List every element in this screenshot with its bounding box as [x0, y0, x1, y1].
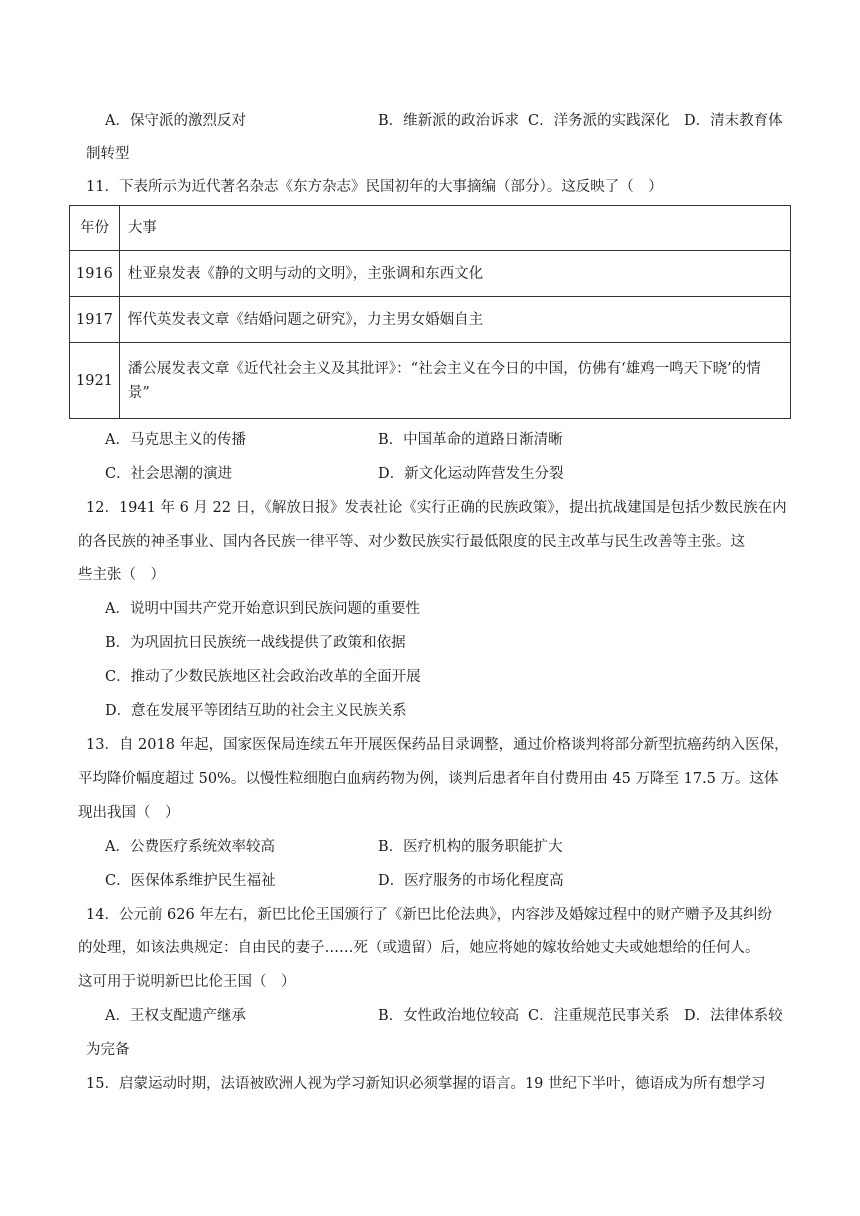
- q12-stem-line: 的各民族的神圣事业、国内各民族一律平等、对少数民族实行最低限度的民主改革与民生改善等主张。这: [78, 534, 745, 550]
- q11-option-a[interactable]: A．马克思主义的传播: [105, 432, 246, 448]
- q13-option-a[interactable]: A．公费医疗系统效率较高: [105, 839, 275, 855]
- q13-stem-line: 平均降价幅度超过 50%。以慢性粒细胞白血病药物为例，谈判后患者年自付费用由 45 万降至 17.5 万。这体: [78, 771, 779, 787]
- table-row: [70, 343, 791, 419]
- q14-option-c[interactable]: C．注重规范民事关系: [528, 1008, 670, 1024]
- q14-option-a[interactable]: A．王权支配遗产继承: [105, 1008, 246, 1024]
- table-cell-year: 1917: [70, 297, 120, 343]
- q14-stem-line: 14．公元前 626 年左右，新巴比伦王国颁行了《新巴比伦法典》，内容涉及婚嫁过程中的财产赠予及其纠纷: [86, 907, 773, 923]
- q13-stem-line: 13．自 2018 年起，国家医保局连续五年开展医保药品目录调整，通过价格谈判将部分新型抗癌药纳入医保，: [86, 737, 789, 753]
- table-header-event: 大事: [119, 206, 790, 251]
- q12-stem-line: 12．1941 年 6 月 22 日，《解放日报》发表社论《实行正确的民族政策》，提出抗战建国是包括少数民族在内: [86, 500, 787, 516]
- q12-option-b[interactable]: B．为巩固抗日民族统一战线提供了政策和依据: [105, 635, 406, 651]
- table-row: [70, 251, 791, 297]
- q10-option-c[interactable]: C．洋务派的实践深化: [528, 113, 670, 129]
- q11-option-c[interactable]: C．社会思潮的演进: [105, 466, 233, 482]
- q13-option-b[interactable]: B．医疗机构的服务职能扩大: [378, 839, 563, 855]
- q13-option-c[interactable]: C．医保体系维护民生福祉: [105, 873, 276, 889]
- q11-stem: 11．下表所示为近代著名杂志《东方杂志》民国初年的大事摘编（部分）。这反映了（ ）: [86, 179, 663, 195]
- q14-option-d-wrap: 为完备: [86, 1042, 130, 1058]
- table-header-row: [70, 206, 791, 251]
- q14-option-d[interactable]: D．法律体系较: [684, 1008, 783, 1024]
- q11-events-table: [69, 205, 791, 419]
- q15-stem-line: 15．启蒙运动时期，法语被欧洲人视为学习新知识必须掌握的语言。19 世纪下半叶，德语成为所有想学习: [86, 1076, 766, 1092]
- q12-option-d[interactable]: D．意在发展平等团结互助的社会主义民族关系: [105, 703, 407, 719]
- table-header-year: 年份: [70, 206, 120, 251]
- q11-option-b[interactable]: B．中国革命的道路日渐清晰: [378, 432, 563, 448]
- q10-option-b[interactable]: B．维新派的政治诉求: [378, 113, 520, 129]
- q12-stem-line: 些主张（ ）: [78, 567, 165, 583]
- q10-option-d[interactable]: D．清末教育体: [684, 113, 783, 129]
- q14-option-b[interactable]: B．女性政治地位较高: [378, 1008, 520, 1024]
- table-cell-year: 1916: [70, 251, 120, 297]
- q10-option-a[interactable]: A．保守派的激烈反对: [105, 113, 246, 129]
- q12-option-c[interactable]: C．推动了少数民族地区社会政治改革的全面开展: [105, 669, 421, 685]
- q12-option-a[interactable]: A．说明中国共产党开始意识到民族问题的重要性: [105, 601, 420, 617]
- q13-option-d[interactable]: D．医疗服务的市场化程度高: [378, 873, 564, 889]
- table-cell-event: 恽代英发表文章《结婚问题之研究》，力主男女婚姻自主: [119, 297, 790, 343]
- q10-option-d-wrap: 制转型: [86, 146, 130, 162]
- table-row: [70, 297, 791, 343]
- q14-stem-line: 的处理，如该法典规定：自由民的妻子……死（或遗留）后，她应将她的嫁妆给她丈夫或她想给的任何人。: [78, 940, 760, 956]
- table-cell-event: 杜亚泉发表《静的文明与动的文明》，主张调和东西文化: [119, 251, 790, 297]
- q13-stem-line: 现出我国（ ）: [78, 805, 180, 821]
- table-cell-event: 潘公展发表文章《近代社会主义及其批评》：“社会主义在今日的中国，仿佛有‘雄鸡一鸣天下晓’的情景”: [119, 343, 790, 419]
- q14-stem-line: 这可用于说明新巴比伦王国（ ）: [78, 974, 296, 990]
- q11-option-d[interactable]: D．新文化运动阵营发生分裂: [378, 466, 564, 482]
- table-cell-year: 1921: [70, 343, 120, 419]
